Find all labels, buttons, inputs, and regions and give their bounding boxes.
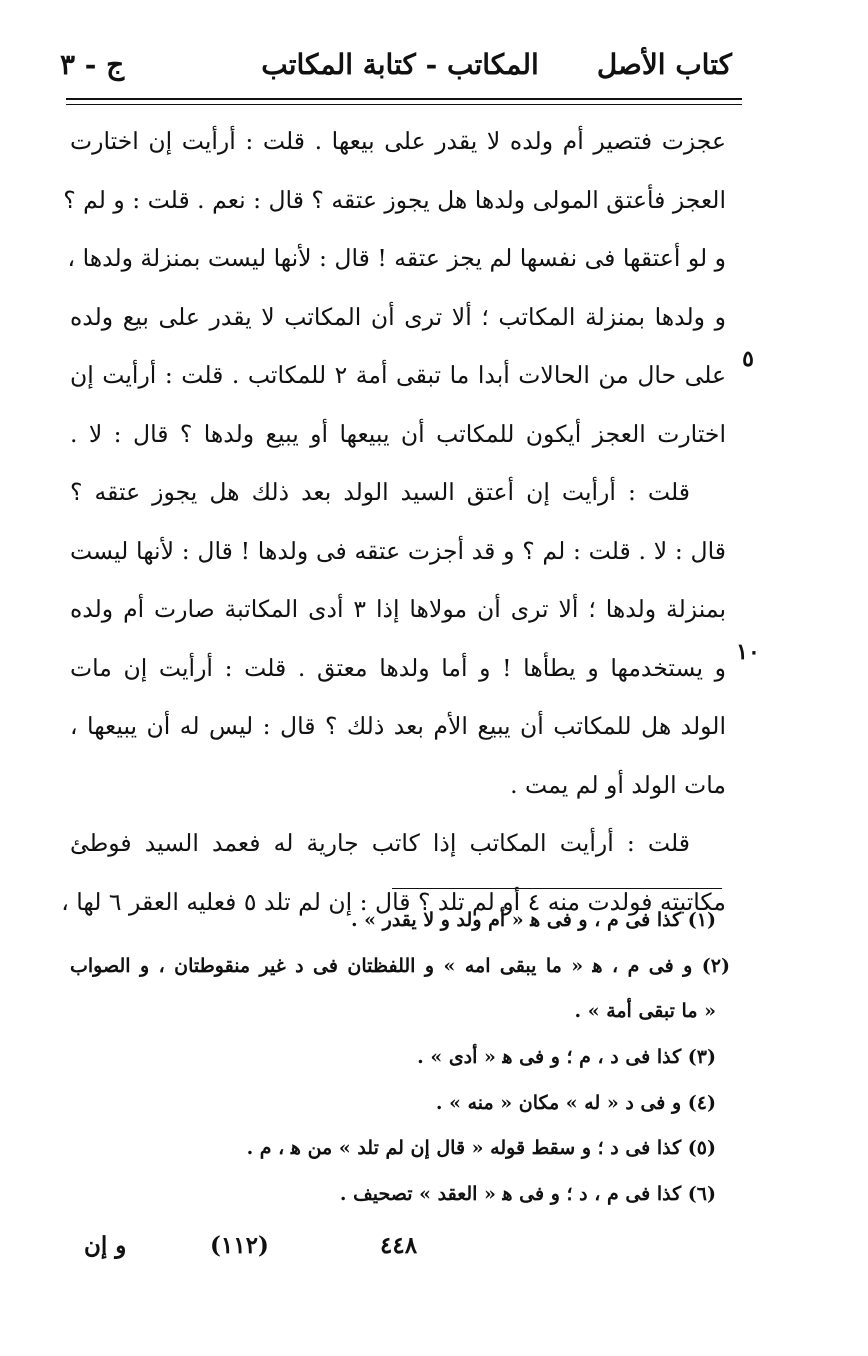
page-number: ٤٤٨ [380, 1232, 418, 1259]
volume-label: ج - ٣ [60, 48, 125, 81]
text-line: مكاتبته فولدت منه ٤ أو لم تلد ؟ قال : إن لم تلد ٥ فعليه العقر ٦ لها ، [61, 887, 726, 916]
text-line: عجزت فتصير أم ولده لا يقدر على بيعها . قلت : أرأيت إن اختارت [70, 127, 726, 155]
text-line: قلت : أرأيت المكاتب إذا كاتب جارية له فعمد السيد فوطئ [70, 829, 690, 857]
page-footer [84, 1232, 704, 1272]
header-rule [66, 98, 742, 100]
text-line: قلت : أرأيت إن أعتق السيد الولد بعد ذلك هل يجوز عتقه ؟ [70, 478, 690, 506]
sheet-number: (١١٢) [210, 1232, 269, 1259]
text-line: و لو أعتقها فى نفسها لم يجز عتقه ! قال : لأنها ليست بمنزلة ولدها ، [67, 244, 726, 272]
footnote: (٦) كذا فى م ، د ؛ و فى ﻫ « العقد » تصحيف . [339, 1183, 716, 1206]
text-line: بمنزلة ولدها ؛ ألا ترى أن مولاها إذا ٣ أدى المكاتبة صارت أم ولده [70, 595, 726, 623]
text-line: و يستخدمها و يطأها ! و أما ولدها معتق . قلت : أرأيت إن مات [70, 653, 726, 682]
header-rule-thin [66, 104, 742, 105]
text-line: العجز فأعتق المولى ولدها هل يجوز عتقه ؟ قال : نعم . قلت : و لم ؟ [63, 185, 726, 214]
main-text [61, 112, 760, 931]
footnote-continuation: « ما تبقى أمة » . [574, 1000, 716, 1023]
text-line: و ولدها بمنزلة المكاتب ؛ ألا ترى أن المكاتب لا يقدر على بيع ولده [70, 302, 726, 331]
line-number: ١٠ [736, 638, 760, 665]
text-line: اختارت العجز أيكون للمكاتب أن يبيعها أو يبيع ولدها ؟ قال : لا . [70, 419, 726, 448]
line-number: ٥ [742, 346, 754, 372]
text-line: مات الولد أو لم يمت . [510, 770, 726, 799]
text-line: على حال من الحالات أبدا ما تبقى أمة ٢ للمكاتب . قلت : أرأيت إن [70, 361, 726, 389]
running-head [60, 48, 732, 96]
chapter-title: المكاتب - كتابة المكاتب [261, 48, 539, 81]
footnote: (٥) كذا فى د ؛ و سقط قوله « قال إن لم تلد » من ﻫ ، م . [246, 1137, 716, 1160]
book-title: كتاب الأصل [596, 48, 732, 81]
footnote: (٣) كذا فى د ، م ؛ و فى ﻫ « أدى » . [417, 1046, 716, 1069]
text-line: قال : لا . قلت : لم ؟ و قد أجزت عتقه فى ولدها ! قال : لأنها ليست [70, 536, 726, 565]
catchword: و إن [84, 1232, 127, 1259]
footnote-rule [392, 888, 722, 889]
text-line: الولد هل للمكاتب أن يبيع الأم بعد ذلك ؟ قال : ليس له أن يبيعها ، [70, 712, 726, 740]
footnotes [70, 898, 730, 1218]
footnote: (٢) و فى م ، ﻫ « ما يبقى امه » و اللفظتان فى د غير منقوطتان ، و الصواب [70, 954, 730, 977]
footnote: (٤) و فى د « له » مكان « منه » . [435, 1091, 716, 1114]
footnote: (١) كذا فى م ، و فى ﻫ « أم ولد و لا يقدر » . [350, 909, 716, 931]
